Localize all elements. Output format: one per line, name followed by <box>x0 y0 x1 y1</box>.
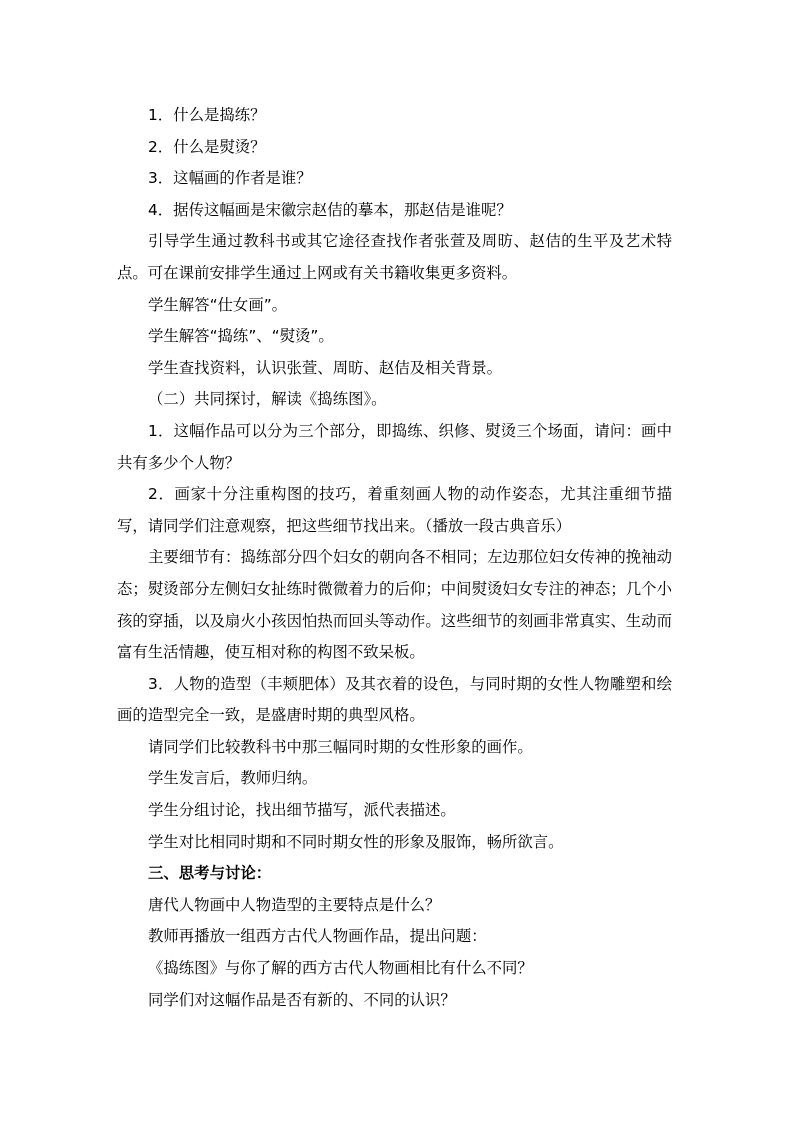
body-paragraph: 学生发言后，教师归纳。 <box>148 769 318 788</box>
body-paragraph: 请同学们比较教科书中那三幅同时期的女性形象的画作。 <box>148 737 533 756</box>
body-paragraph: 学生查找资料，认识张萱、周昉、赵佶及相关背景。 <box>148 358 502 377</box>
question-item: 3．这幅画的作者是谁？ <box>148 169 312 188</box>
question-item: 3．人物的造型（丰颊肥体）及其衣着的设色，与同时期的女性人物雕塑和绘画的造型完全一致，是盛唐时期的典型风格。 <box>117 674 672 725</box>
body-paragraph: 主要细节有：捣练部分四个妇女的朝向各不相同；左边那位妇女传神的挽袖动态；熨烫部分左侧妇女扯练时微微着力的后仰；中间熨烫妇女专注的神态；几个小孩的穿插，以及扇火小孩因怕热而回头等动作。这些细节的刻画非常真实、生动而富有生活情趣，使互相对称的构图不致呆板。 <box>117 548 672 662</box>
body-paragraph: 《捣练图》与你了解的西方古代人物画相比有什么不同？ <box>148 959 533 978</box>
section-subheading: （二）共同探讨，解读《捣练图》。 <box>148 390 387 409</box>
body-paragraph: 唐代人物画中人物造型的主要特点是什么？ <box>148 895 441 914</box>
question-item: 2．什么是熨烫？ <box>148 137 266 156</box>
question-item: 2．画家十分注重构图的技巧，着重刻画人物的动作姿态，尤其注重细节描写，请同学们注意观察，把这些细节找出来。（播放一段古典音乐） <box>117 485 672 535</box>
section-heading: 三、思考与讨论： <box>148 864 272 883</box>
body-paragraph: 学生分组讨论，找出细节描写，派代表描述。 <box>148 801 456 820</box>
question-item: 4．据传这幅画是宋徽宗赵佶的摹本，那赵佶是谁呢？ <box>148 200 512 219</box>
body-paragraph: 同学们对这幅作品是否有新的、不同的认识？ <box>148 990 456 1009</box>
body-paragraph: 引导学生通过教科书或其它途径查找作者张萱及周昉、赵佶的生平及艺术特点。可在课前安排学生通过上网或有关书籍收集更多资料。 <box>117 232 672 282</box>
question-item: 1．什么是捣练？ <box>148 106 266 124</box>
body-paragraph: 教师再播放一组西方古代人物画作品，提出问题： <box>148 927 487 946</box>
question-item: 1．这幅作品可以分为三个部分，即捣练、织修、熨烫三个场面，请问：画中共有多少个人物？ <box>117 421 672 472</box>
body-paragraph: 学生对比相同时期和不同时期女性的形象及服饰，畅所欲言。 <box>148 832 564 851</box>
body-paragraph: 学生解答“捣练”、“熨烫”。 <box>148 327 334 346</box>
document-body <box>117 100 672 1016</box>
body-paragraph: 学生解答“仕女画”。 <box>148 295 288 314</box>
